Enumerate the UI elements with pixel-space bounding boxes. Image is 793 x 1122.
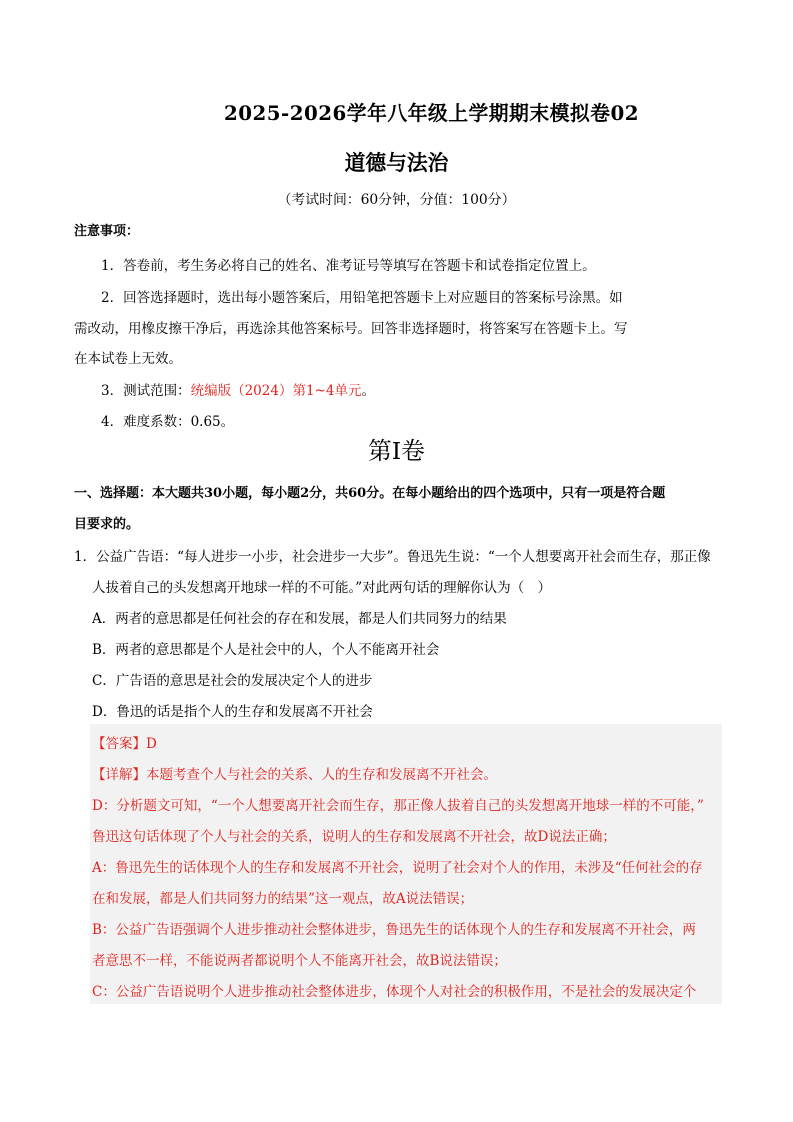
explain-a-line1: A：鲁迅先生的话体现个人的生存和发展离不开社会，说明了社会对个人的作用，未涉及“任何社会的存 (92, 860, 703, 876)
explain-d-line1: D：分析题文可知，“一个人想要离开社会而生存，那正像人拔着自己的头发想离开地球一样的不可能，” (92, 798, 704, 814)
question-1-option-d: D．鲁迅的话是指个人的生存和发展离不开社会 (92, 704, 373, 720)
notes-heading: 注意事项： (74, 224, 140, 239)
answer-label: 【答案】D (92, 736, 157, 752)
exam-title: 2025-2026学年八年级上学期期末模拟卷02 (223, 101, 639, 125)
question-1-option-c: C．广告语的意思是社会的发展决定个人的进步 (92, 673, 373, 689)
note-item-2-line1: 2．回答选择题时，选出每小题答案后，用铅笔把答题卡上对应题目的答案标号涂黑。如 (101, 290, 623, 306)
subject-title: 道德与法治 (344, 151, 449, 175)
note-item-1: 1．答卷前，考生务必将自己的姓名、准考证号等填写在答题卡和试卷指定位置上。 (101, 258, 596, 274)
question-1-stem-line1: 1．公益广告语：“每人进步一小步，社会进步一大步”。鲁迅先生说：“一个人想要离开社会而生存，那正像 (74, 549, 711, 565)
explain-b-line2: 者意思不一样，不能说两者都说明个人不能离开社会，故B说法错误； (92, 953, 507, 969)
note-item-2-line3: 在本试卷上无效。 (74, 351, 182, 367)
explain-d-line2: 鲁迅这句话体现了个人与社会的关系，说明人的生存和发展离不开社会，故D说法正确； (92, 829, 616, 845)
test-range: 统编版（2024）第1~4单元 (190, 383, 362, 399)
note-item-2-line2: 需改动，用橡皮擦干净后，再选涂其他答案标号。回答非选择题时，将答案写在答题卡上。写 (74, 321, 628, 337)
explain-c-line1: C：公益广告语说明个人进步推动社会整体进步，体现个人对社会的积极作用，不是社会的发展决定个 (92, 984, 697, 1000)
detail-label: 【详解】本题考查个人与社会的关系、人的生存和发展离不开社会。 (92, 767, 497, 783)
explain-b-line1: B：公益广告语强调个人进步推动社会整体进步，鲁迅先生的话体现个人的生存和发展离不开社会，两 (92, 922, 696, 938)
question-1-option-b: B．两者的意思都是个人是社会中的人，个人不能离开社会 (92, 642, 440, 658)
section-title: 第I卷 (368, 437, 425, 465)
question-1-stem-line2: 人拔着自己的头发想离开地球一样的不可能。”对此两句话的理解你认为（ ） (92, 580, 552, 596)
section-desc-line1: 一、选择题：本大题共30小题，每小题2分，共60分。在每小题给出的四个选项中，只有一项是符合题 (74, 486, 666, 501)
exam-info: （考试时间：60分钟，分值：100分） (277, 192, 516, 208)
note-item-4: 4．难度系数：0.65。 (101, 414, 235, 430)
question-1-option-a: A．两者的意思都是任何社会的存在和发展，都是人们共同努力的结果 (92, 611, 507, 627)
explain-a-line2: 在和发展，都是人们共同努力的结果”这一观点，故A说法错误； (92, 891, 474, 907)
section-desc-line2: 目要求的。 (74, 517, 140, 532)
note-item-3: 3．测试范围：统编版（2024）第1~4单元。 (101, 383, 375, 399)
